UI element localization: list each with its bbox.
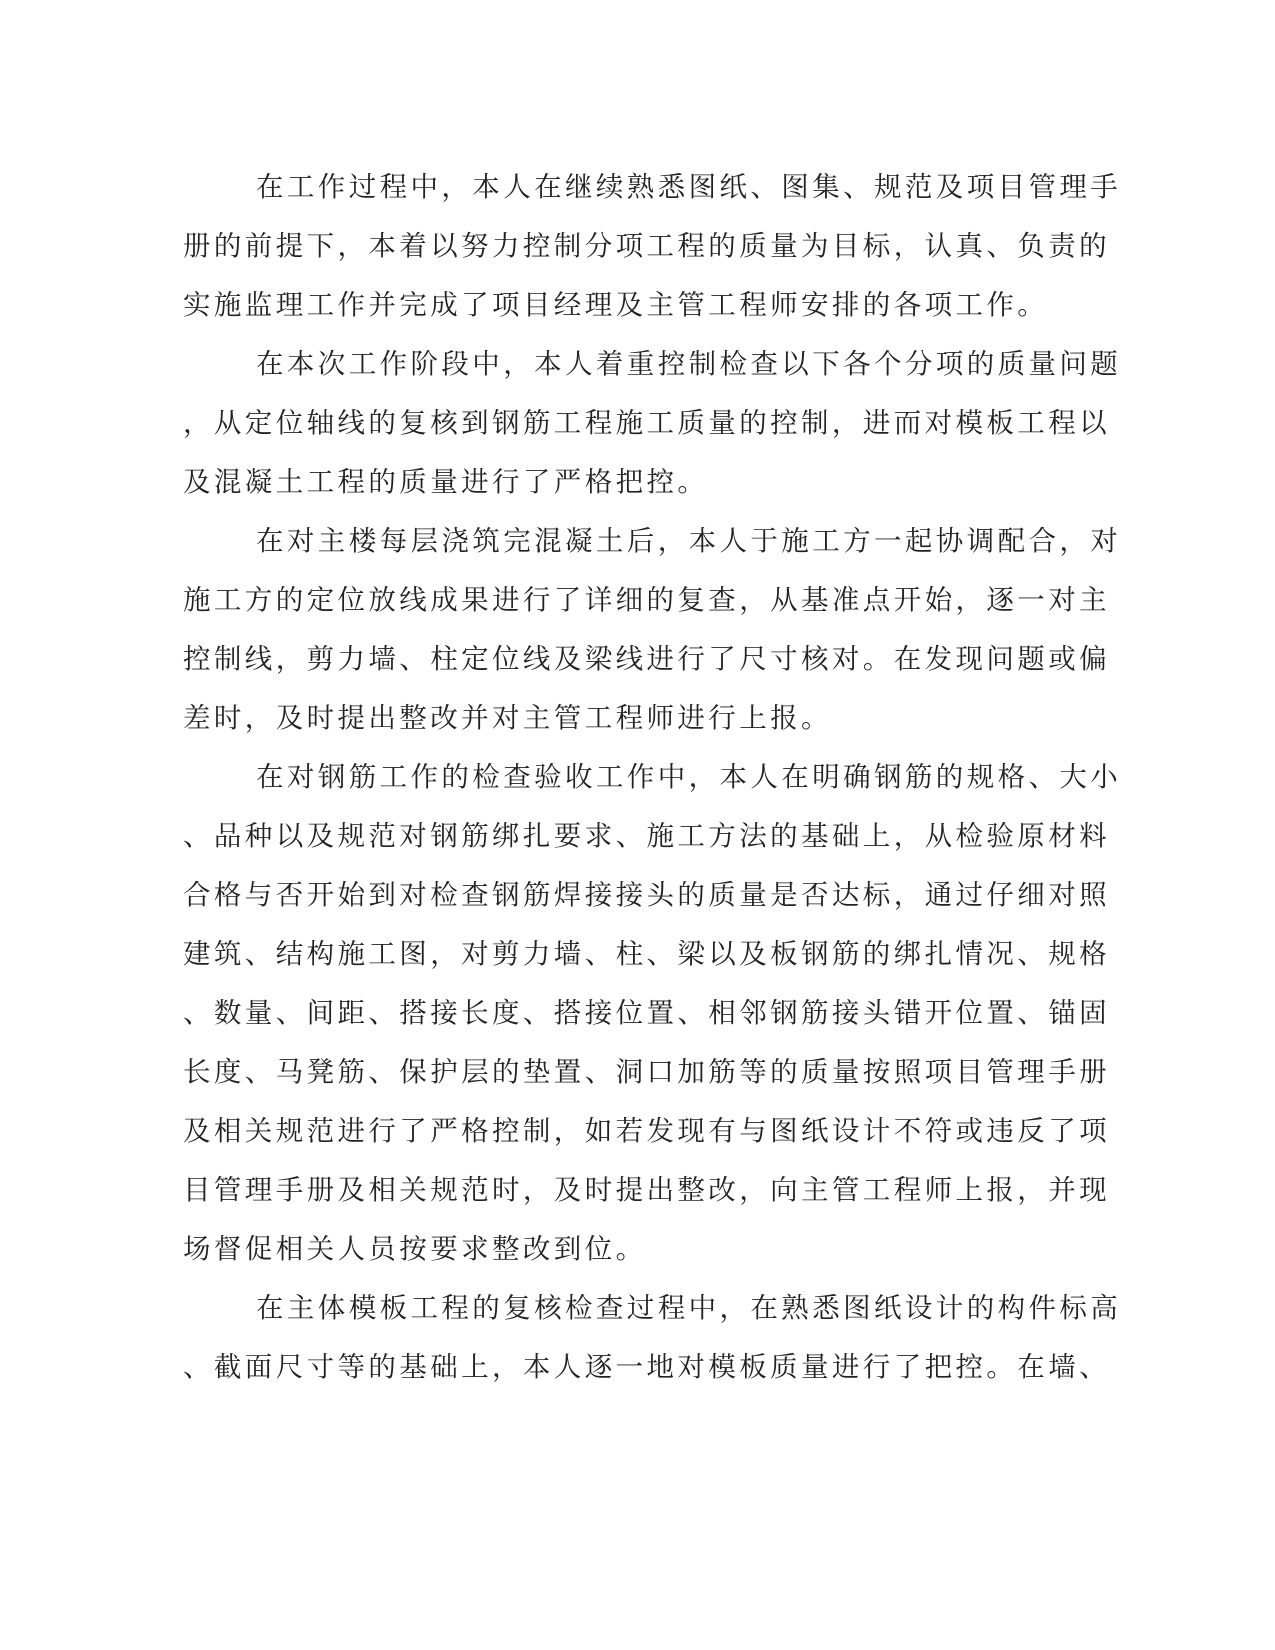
paragraph-1 [183,158,1122,335]
paragraph-line: 在工作过程中，本人在继续熟悉图纸、图集、规范及项目管理手 [256,171,1122,203]
paragraph-line: ，从定位轴线的复核到钢筋工程施工质量的控制，进而对模板工程以 [183,407,1110,439]
paragraph-line: 长度、马凳筋、保护层的垫置、洞口加筋等的质量按照项目管理手册 [183,1056,1110,1088]
paragraph-5 [183,1279,1122,1397]
paragraph-line: 实施监理工作并完成了项目经理及主管工程师安排的各项工作。 [183,289,1049,321]
paragraph-3 [183,512,1122,748]
paragraph-line: 在本次工作阶段中，本人着重控制检查以下各个分项的质量问题 [256,348,1122,380]
paragraph-line: 控制线，剪力墙、柱定位线及梁线进行了尺寸核对。在发现问题或偏 [183,643,1110,675]
paragraph-line: 场督促相关人员按要求整改到位。 [183,1233,647,1265]
paragraph-line: 合格与否开始到对检查钢筋焊接接头的质量是否达标，通过仔细对照 [183,879,1110,911]
paragraph-line: 、数量、间距、搭接长度、搭接位置、相邻钢筋接头错开位置、锚固 [183,997,1110,1029]
paragraph-line: 在对钢筋工作的检查验收工作中，本人在明确钢筋的规格、大小 [256,761,1122,793]
document-body [183,158,1122,1397]
paragraph-line: 、截面尺寸等的基础上，本人逐一地对模板质量进行了把控。在墙、 [183,1351,1110,1383]
paragraph-line: 建筑、结构施工图，对剪力墙、柱、梁以及板钢筋的绑扎情况、规格 [183,938,1110,970]
paragraph-4 [183,748,1122,1279]
paragraph-line: 目管理手册及相关规范时，及时提出整改，向主管工程师上报，并现 [183,1174,1110,1206]
paragraph-line: 在主体模板工程的复核检查过程中，在熟悉图纸设计的构件标高 [256,1292,1122,1324]
paragraph-line: 册的前提下，本着以努力控制分项工程的质量为目标，认真、负责的 [183,230,1110,262]
paragraph-2 [183,335,1122,512]
paragraph-line: 及相关规范进行了严格控制，如若发现有与图纸设计不符或违反了项 [183,1115,1110,1147]
paragraph-line: 、品种以及规范对钢筋绑扎要求、施工方法的基础上，从检验原材料 [183,820,1110,852]
paragraph-line: 及混凝土工程的质量进行了严格把控。 [183,466,709,498]
paragraph-line: 差时，及时提出整改并对主管工程师进行上报。 [183,702,832,734]
paragraph-line: 在对主楼每层浇筑完混凝土后，本人于施工方一起协调配合，对 [256,525,1122,557]
paragraph-line: 施工方的定位放线成果进行了详细的复查，从基准点开始，逐一对主 [183,584,1110,616]
